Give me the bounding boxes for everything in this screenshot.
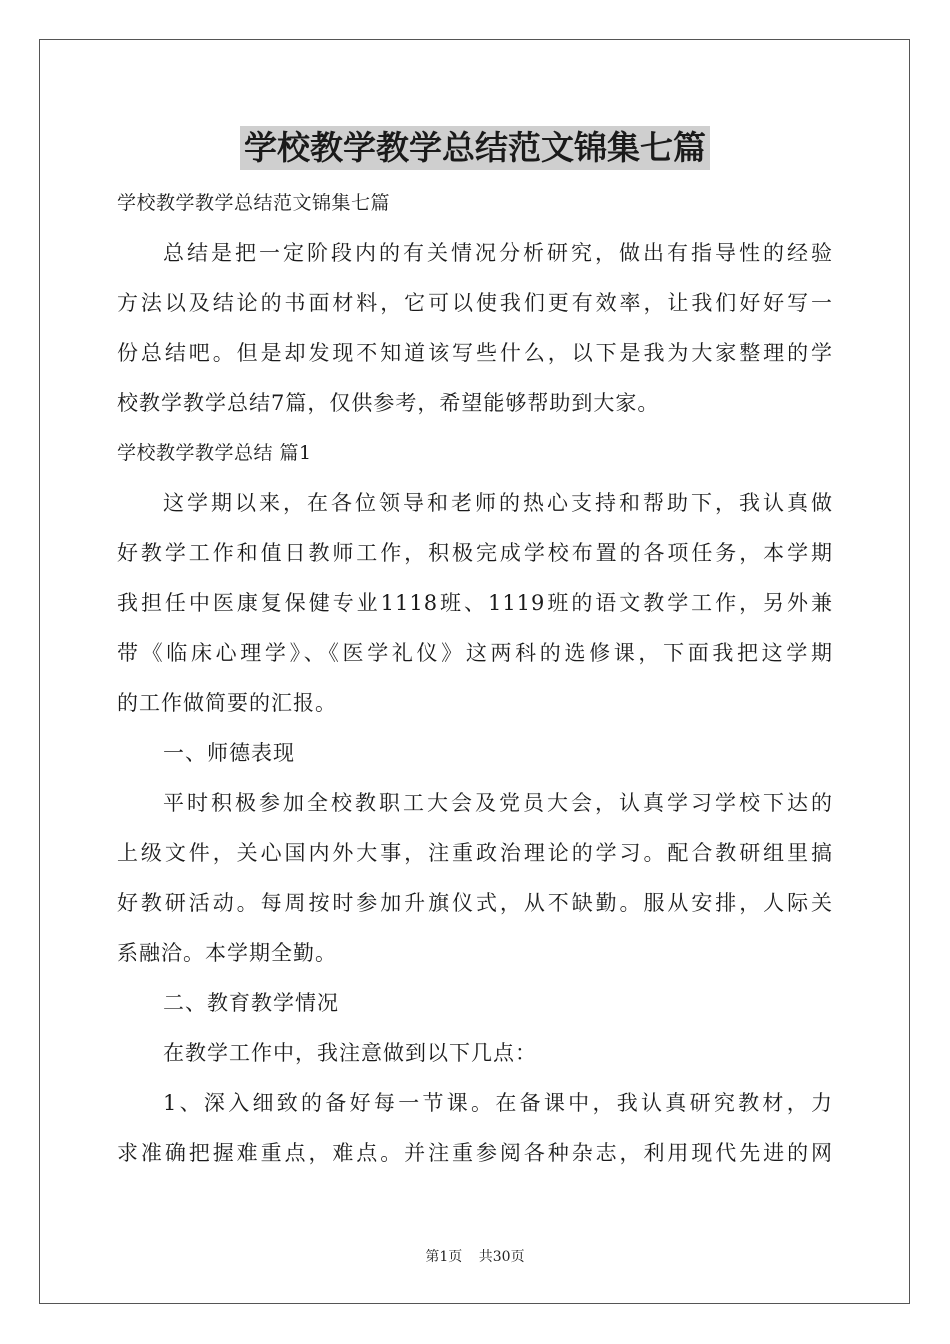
document-title: 学校教学教学总结范文锦集七篇 bbox=[240, 126, 710, 170]
page-number: 第1页 bbox=[425, 1249, 463, 1265]
subsection-heading: 一、师德表现 bbox=[163, 741, 295, 765]
paragraph-line: 这学期以来，在各位领导和老师的热心支持和帮助下，我认真做 bbox=[163, 491, 833, 515]
paragraph-line: 好教研活动。每周按时参加升旗仪式，从不缺勤。服从安排，人际关 bbox=[117, 891, 833, 915]
page-total: 共30页 bbox=[478, 1249, 525, 1265]
paragraph-line: 方法以及结论的书面材料，它可以使我们更有效率，让我们好好写一 bbox=[117, 291, 833, 315]
paragraph-line: 平时积极参加全校教职工大会及党员大会，认真学习学校下达的 bbox=[163, 791, 833, 815]
paragraph-line: 我担任中医康复保健专业1118班、1119班的语文教学工作，另外兼 bbox=[117, 591, 833, 615]
paragraph-line: 在教学工作中，我注意做到以下几点： bbox=[163, 1041, 537, 1065]
paragraph-line: 份总结吧。但是却发现不知道该写些什么，以下是我为大家整理的学 bbox=[117, 341, 833, 365]
document-body bbox=[117, 178, 833, 1178]
paragraph-line: 求准确把握难重点，难点。并注重参阅各种杂志，利用现代先进的网 bbox=[117, 1141, 833, 1165]
section-heading: 学校教学教学总结 篇1 bbox=[117, 442, 312, 464]
paragraph-line: 上级文件，关心国内外大事，注重政治理论的学习。配合教研组里搞 bbox=[117, 841, 833, 865]
paragraph-line: 带《临床心理学》、《医学礼仪》这两科的选修课，下面我把这学期 bbox=[117, 641, 833, 665]
paragraph-line: 好教学工作和值日教师工作，积极完成学校布置的各项任务，本学期 bbox=[117, 541, 833, 565]
paragraph-line: 1、深入细致的备好每一节课。在备课中，我认真研究教材，力 bbox=[163, 1091, 833, 1115]
page-footer bbox=[0, 1246, 950, 1266]
paragraph-line: 总结是把一定阶段内的有关情况分析研究，做出有指导性的经验 bbox=[163, 241, 833, 265]
subtitle-line: 学校教学教学总结范文锦集七篇 bbox=[117, 192, 391, 214]
paragraph-line: 的工作做简要的汇报。 bbox=[117, 691, 337, 715]
subsection-heading: 二、教育教学情况 bbox=[163, 991, 339, 1015]
title-wrap bbox=[0, 126, 950, 170]
paragraph-line: 校教学教学总结7篇，仅供参考，希望能够帮助到大家。 bbox=[117, 391, 660, 415]
paragraph-line: 系融洽。本学期全勤。 bbox=[117, 941, 337, 965]
